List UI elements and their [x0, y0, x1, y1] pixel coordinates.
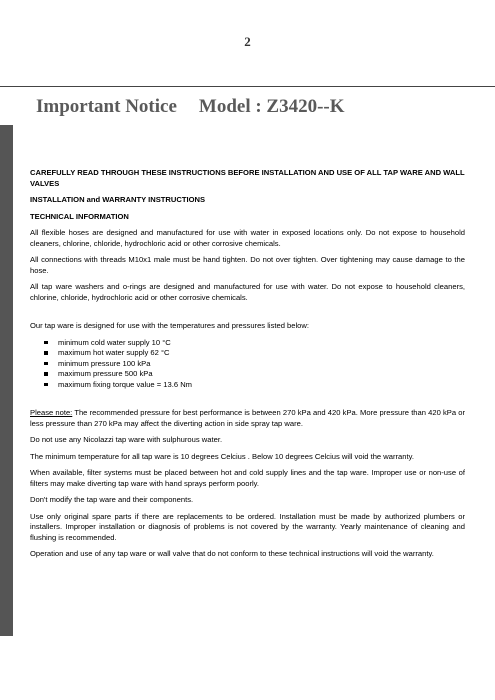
side-accent-bar — [0, 125, 13, 636]
spec-list — [30, 338, 465, 391]
paragraph-warranty-void: Operation and use of any tap ware or wall valve that do not conform to these technical instructions will void the warranty. — [30, 549, 434, 558]
page-number: 2 — [244, 34, 251, 49]
note-label: Please note: — [30, 408, 73, 417]
paragraph-washers: All tap ware washers and o-rings are designed and manufactured for use with water. Do not expose to household cleaners, chlorine, chloride, hydrochloric acid or other corrosive chemicals. — [30, 282, 465, 302]
paragraph-modify: Don't modify the tap ware and their components. — [30, 495, 194, 504]
temps-intro: Our tap ware is designed for use with the temperatures and pressures listed below: — [30, 321, 310, 330]
paragraph-connections: All connections with threads M10x1 male must be hand tighten. Do not over tighten. Over tightening may cause damage to the hose. — [30, 255, 465, 275]
warning-heading: CAREFULLY READ THROUGH THESE INSTRUCTIONS BEFORE INSTALLATION AND USE OF ALL TAP WARE AND WALL VALVES — [30, 168, 465, 188]
notice-title: Important Notice — [36, 96, 177, 117]
note-text: The recommended pressure for best performance is between 270 kPa and 420 kPa. More pressure than 420 kPa or less pressure than 270 kPa may affect the diverting action in side spray tap ware. — [30, 408, 465, 428]
list-item: maximum hot water supply 62 °C — [44, 348, 465, 359]
list-item: maximum fixing torque value = 13.6 Nm — [44, 380, 465, 391]
paragraph-spare-parts: Use only original spare parts if there are replacements to be ordered. Installation must be made by authorized plumbers or installers. Improper installation or diagnosis of problems is not covered by the warranty. Yearly maintenance of cleaning and flushing is recommended. — [30, 511, 465, 542]
header-divider — [0, 86, 495, 87]
pressure-note — [30, 408, 465, 429]
section-heading: INSTALLATION and WARRANTY INSTRUCTIONS — [30, 195, 206, 204]
paragraph-filters: When available, filter systems must be placed between hot and cold supply lines and the tap ware. Improper use or non-use of filters may make diverting tap ware with hand sprays perform poorly. — [30, 468, 465, 488]
paragraph-sulphurous: Do not use any Nicolazzi tap ware with sulphurous water. — [30, 435, 223, 444]
model-number: Model : Z3420--K — [198, 96, 345, 117]
list-item: minimum cold water supply 10 °C — [44, 338, 465, 349]
paragraph-min-temp: The minimum temperature for all tap ware is 10 degrees Celcius . Below 10 degrees Celcius will void the warranty. — [30, 451, 414, 461]
header-title — [36, 96, 345, 118]
technical-heading: TECHNICAL INFORMATION — [30, 211, 129, 221]
paragraph-hoses: All flexible hoses are designed and manufactured for use with water in exposed locations only. Do not expose to household cleaners, chlorine, chloride, hydrochloric acid or other corrosive chemicals. — [30, 228, 465, 248]
list-item: maximum pressure 500 kPa — [44, 369, 465, 380]
list-item: minimum pressure 100 kPa — [44, 359, 465, 370]
instructions-body — [30, 168, 465, 566]
